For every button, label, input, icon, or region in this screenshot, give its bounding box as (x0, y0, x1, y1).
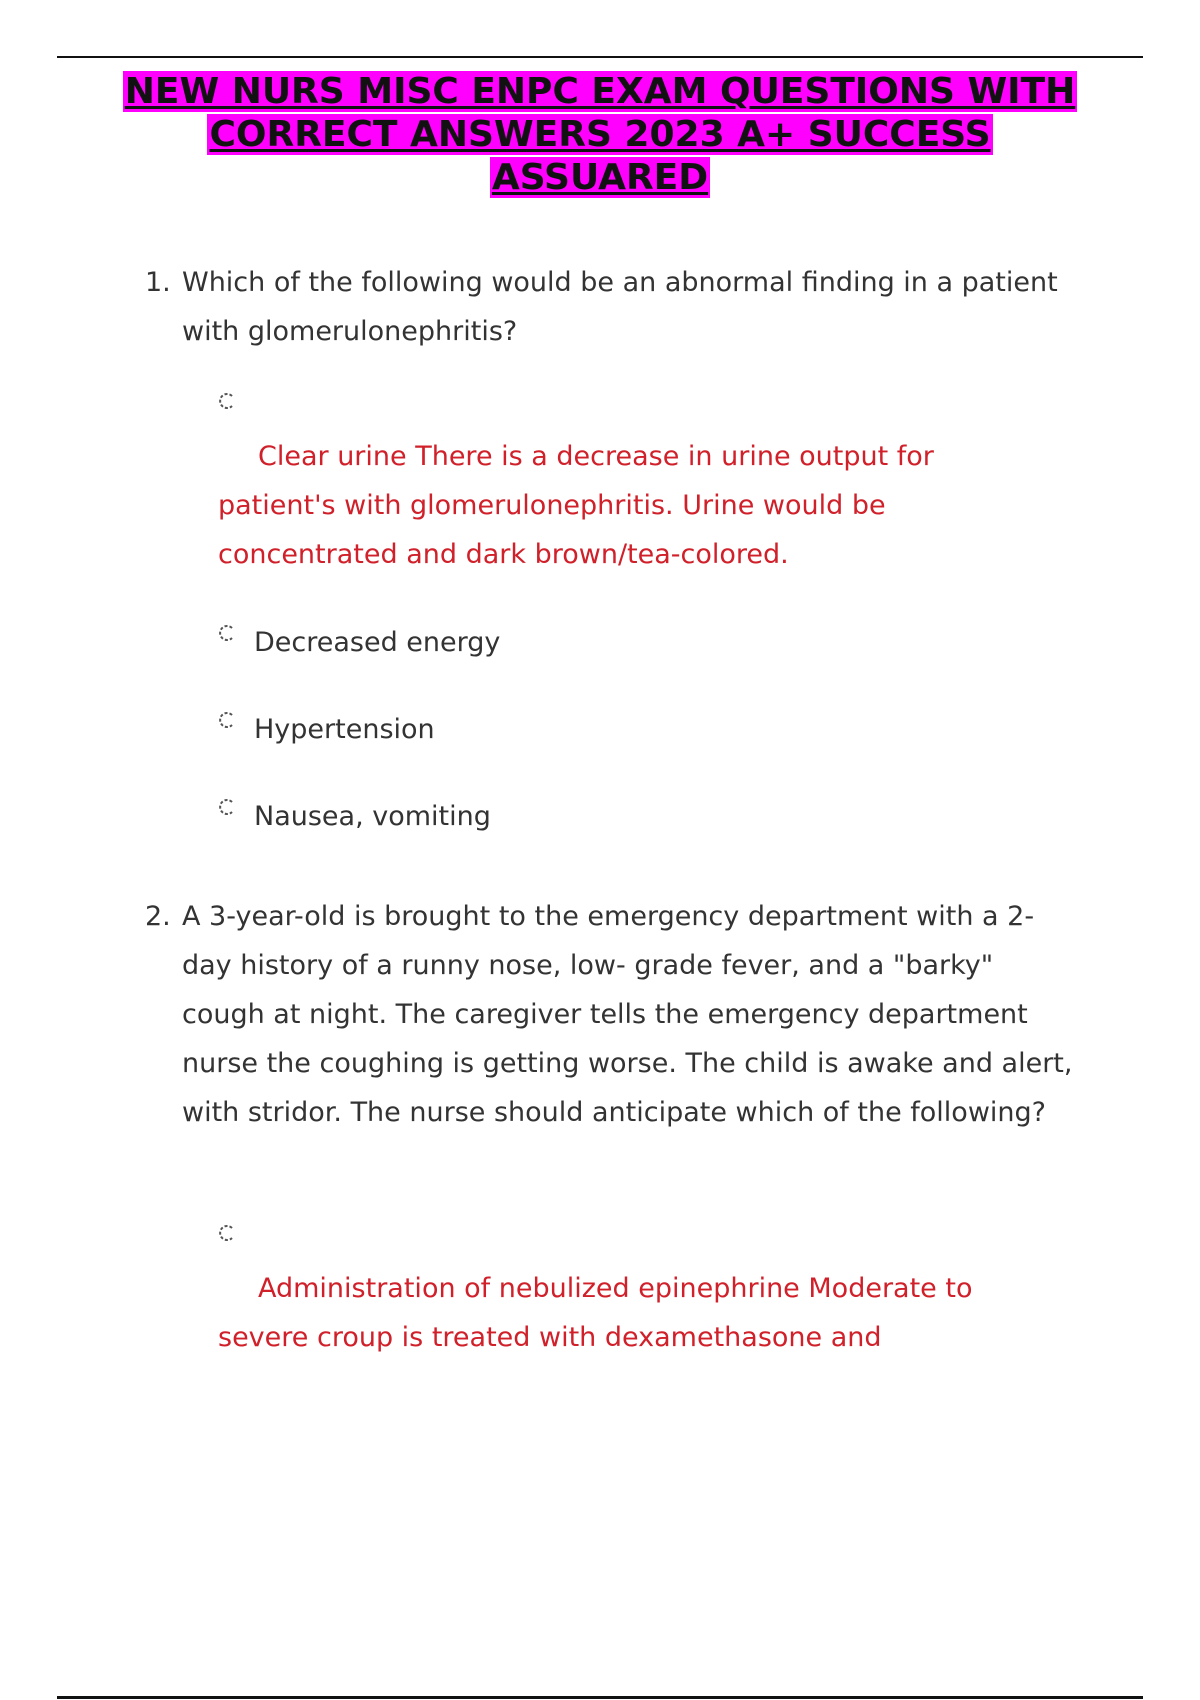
correct-answer-2-text: Administration of nebulized epinephrine Moderate to severe croup is treated with dexamethasone and (218, 1273, 973, 1353)
correct-answer-1 (218, 432, 998, 579)
answer-option-radio-2[interactable] (218, 1218, 998, 1267)
top-rule (57, 56, 1143, 58)
answer-option-radio-1[interactable] (218, 386, 998, 435)
option-label: Nausea, vomiting (254, 801, 491, 832)
option-label: Decreased energy (254, 627, 501, 658)
answer-option-hypertension[interactable] (218, 705, 998, 754)
question-1-text: Which of the following would be an abnormal finding in a patient with glomerulonephritis? (182, 267, 1058, 347)
question-2 (145, 892, 1075, 1137)
correct-answer-1-text: Clear urine There is a decrease in urine output for patient's with glomerulonephritis. Urine would be concentrated and dark brown/tea-colored. (218, 441, 934, 570)
radio-button-icon[interactable] (218, 1224, 236, 1242)
question-1-number: 1. (145, 267, 171, 298)
question-1 (145, 258, 1075, 356)
answer-option-decreased-energy[interactable] (218, 618, 998, 667)
radio-button-icon[interactable] (218, 392, 236, 410)
radio-button-icon[interactable] (218, 624, 236, 642)
bottom-rule (57, 1696, 1143, 1699)
answer-option-nausea-vomiting[interactable] (218, 792, 998, 841)
radio-button-icon[interactable] (218, 711, 236, 729)
question-2-number: 2. (145, 901, 171, 932)
radio-button-icon[interactable] (218, 798, 236, 816)
question-2-text: A 3-year-old is brought to the emergency department with a 2-day history of a runny nose, low- grade fever, and a "barky" cough at night. The caregiver tells the emergency department nurse the coughing is getting worse. The child is awake and alert, with stridor. The nurse should anticipate which of the following? (182, 901, 1073, 1128)
document-title (100, 70, 1100, 199)
option-label: Hypertension (254, 714, 435, 745)
document-title-text: NEW NURS MISC ENPC EXAM QUESTIONS WITH CORRECT ANSWERS 2023 A+ SUCCESS ASSUARED (124, 71, 1076, 198)
correct-answer-2 (218, 1264, 998, 1362)
